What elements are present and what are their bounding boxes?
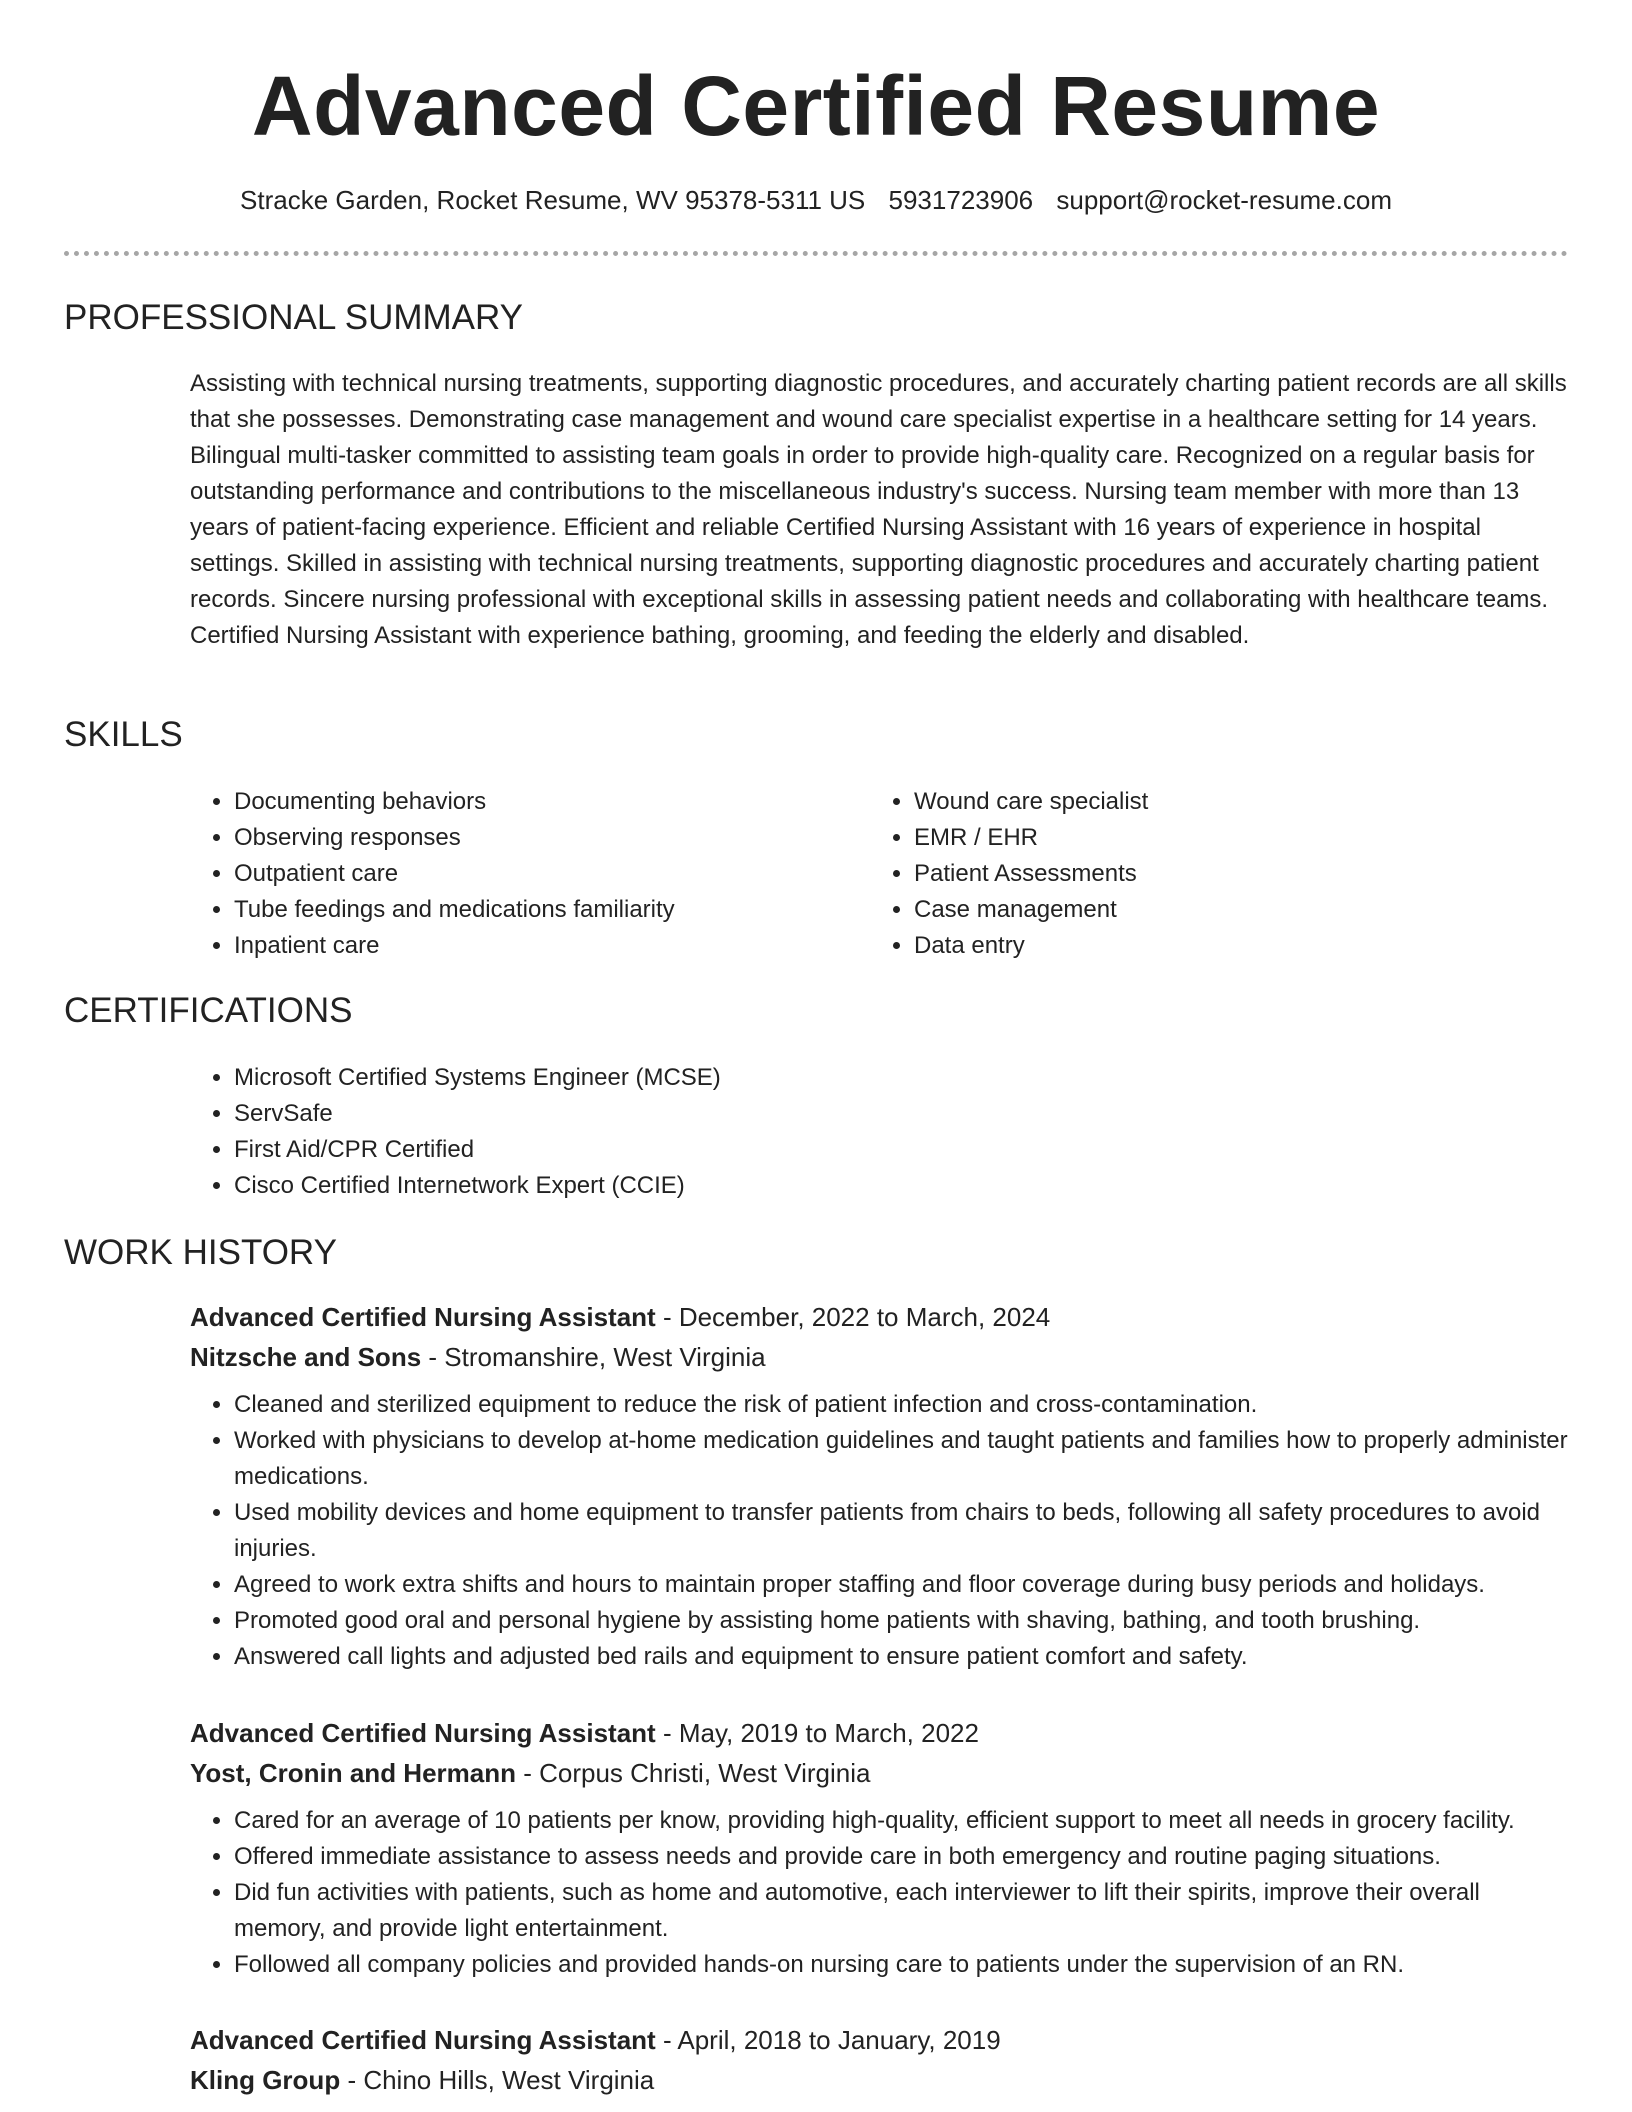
job-bullet: • Offered immediate assistance to assess needs and provide care in both emergency and routine paging situations. (234, 1839, 1570, 1875)
job-title: Advanced Certified Nursing Assistant (190, 1718, 656, 1748)
job-dates: - December, 2022 to March, 2024 (662, 1302, 1051, 1332)
certification-item: • ServSafe (234, 1096, 1234, 1132)
skill-item: • Patient Assessments (914, 856, 1554, 892)
header-divider (64, 251, 1568, 256)
certification-item: • Microsoft Certified Systems Engineer (MCSE) (234, 1060, 1234, 1096)
certification-item: • Cisco Certified Internetwork Expert (CCIE) (234, 1168, 1234, 1204)
section-title-work-history: WORK HISTORY (64, 1233, 337, 1272)
job-bullet: • Cleaned and sterilized equipment to reduce the risk of patient infection and cross-contamination. (234, 1387, 1570, 1423)
job-bullet: • Did fun activities with patients, such as home and automotive, each interviewer to lift their spirits, improve their overall memory, and provide light entertainment. (234, 1875, 1570, 1947)
skill-item: • Case management (914, 892, 1554, 928)
job-company-line (190, 2060, 1570, 2100)
section-title-certifications: CERTIFICATIONS (64, 991, 353, 1030)
job-company-line (190, 1337, 1570, 1377)
summary-text: Assisting with technical nursing treatments, supporting diagnostic procedures, and accurately charting patient records are all skills that she possesses. Demonstrating case management and wound care specialist expertise in a healthcare setting for 14 years. Bilingual multi-tasker committed to assisting team goals in order to provide high-quality care. Recognized on a regular basis for outstanding performance and contributions to the miscellaneous industry's success. Nursing team member with more than 13 years of patient-facing experience. Efficient and reliable Certified Nursing Assistant with 16 years of experience in hospital settings. Skilled in assisting with technical nursing treatments, supporting diagnostic procedures and accurately charting patient records. Sincere nursing professional with exceptional skills in assessing patient needs and collaborating with healthcare teams. Certified Nursing Assistant with experience bathing, grooming, and feeding the elderly and disabled. (190, 370, 1567, 649)
job-title: Advanced Certified Nursing Assistant (190, 2025, 656, 2055)
skills-list-left (190, 784, 874, 964)
job-company: Yost, Cronin and Hermann (190, 1758, 516, 1788)
job-bullet: • Used mobility devices and home equipment to transfer patients from chairs to beds, following all safety procedures to avoid injuries. (234, 1495, 1570, 1567)
job-title-line (190, 1297, 1570, 1337)
job-location: - Chino Hills, West Virginia (347, 2065, 655, 2095)
certification-item: • First Aid/CPR Certified (234, 1132, 1234, 1168)
job-entry (190, 1297, 1570, 1675)
job-title: Advanced Certified Nursing Assistant (190, 1302, 656, 1332)
job-title-line (190, 1713, 1570, 1753)
job-entry (190, 1713, 1570, 1983)
job-company-line (190, 1753, 1570, 1793)
skill-item: • Wound care specialist (914, 784, 1554, 820)
contact-line (0, 182, 1632, 218)
section-title-skills: SKILLS (64, 715, 183, 754)
job-dates: - April, 2018 to January, 2019 (662, 2025, 1001, 2055)
skill-item: • EMR / EHR (914, 820, 1554, 856)
skill-item: • Observing responses (234, 820, 874, 856)
skill-item: • Documenting behaviors (234, 784, 874, 820)
job-company: Nitzsche and Sons (190, 1342, 422, 1372)
skill-item: • Data entry (914, 928, 1554, 964)
section-title-summary: PROFESSIONAL SUMMARY (64, 298, 523, 337)
resume-name: Advanced Certified Resume (251, 59, 1381, 153)
job-title-line (190, 2020, 1570, 2060)
contact-email: support@rocket-resume.com (1056, 185, 1392, 215)
contact-address: Stracke Garden, Rocket Resume, WV 95378-5311 US (240, 185, 866, 215)
job-company: Kling Group (190, 2065, 341, 2095)
skill-item: • Inpatient care (234, 928, 874, 964)
job-dates: - May, 2019 to March, 2022 (662, 1718, 979, 1748)
skills-list-right (870, 784, 1554, 964)
job-location: - Corpus Christi, West Virginia (523, 1758, 871, 1788)
job-bullets (190, 1803, 1570, 1983)
certifications-list (190, 1060, 1234, 1204)
skill-item: • Outpatient care (234, 856, 874, 892)
job-bullet: • Agreed to work extra shifts and hours to maintain proper staffing and floor coverage during busy periods and holidays. (234, 1567, 1570, 1603)
contact-phone: 5931723906 (888, 185, 1034, 215)
job-bullet: • Followed all company policies and provided hands-on nursing care to patients under the supervision of an RN. (234, 1947, 1570, 1983)
job-location: - Stromanshire, West Virginia (428, 1342, 766, 1372)
skill-item: • Tube feedings and medications familiarity (234, 892, 874, 928)
job-entry (190, 2020, 1570, 2100)
job-bullets (190, 1387, 1570, 1675)
job-bullet: • Worked with physicians to develop at-home medication guidelines and taught patients and families how to properly administer medications. (234, 1423, 1570, 1495)
job-bullet: • Answered call lights and adjusted bed rails and equipment to ensure patient comfort and safety. (234, 1639, 1570, 1675)
job-bullet: • Promoted good oral and personal hygiene by assisting home patients with shaving, bathing, and tooth brushing. (234, 1603, 1570, 1639)
job-bullet: • Cared for an average of 10 patients per know, providing high-quality, efficient support to meet all needs in grocery facility. (234, 1803, 1570, 1839)
